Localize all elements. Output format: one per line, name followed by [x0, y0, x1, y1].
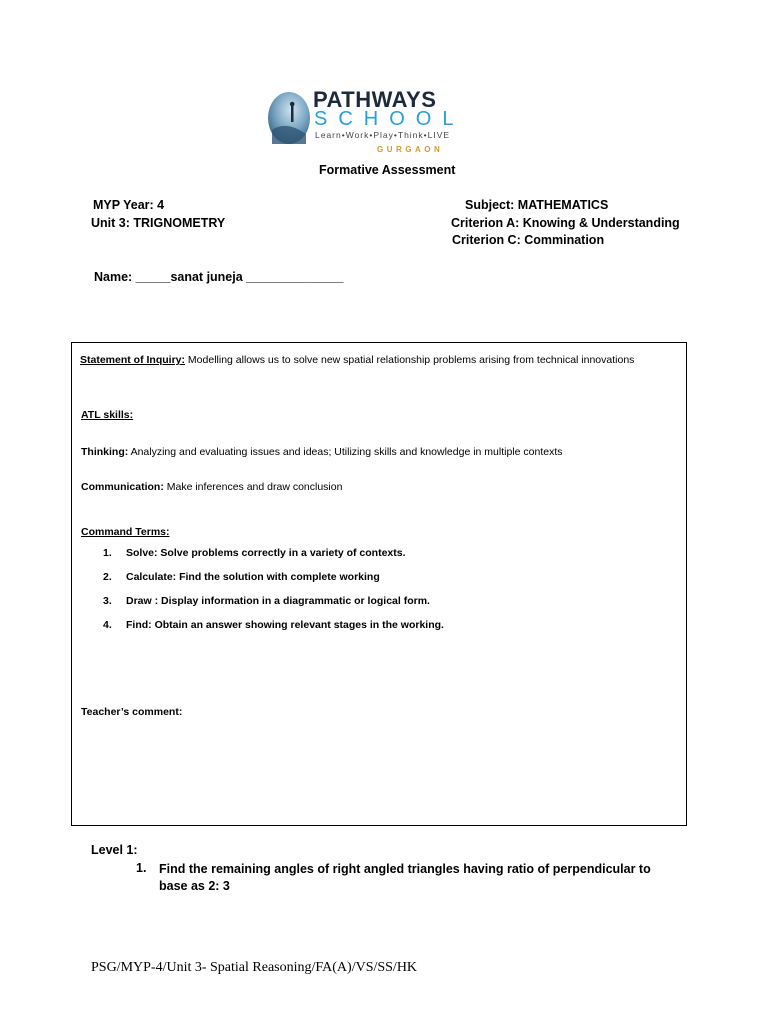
list-number: 2. [103, 571, 112, 583]
command-term-text: Calculate: Find the solution with complete working [126, 571, 380, 583]
school-logo [266, 87, 465, 160]
command-term-text: Find: Obtain an answer showing relevant stages in the working. [126, 619, 444, 631]
command-term-item [103, 547, 406, 559]
unit-label: Unit 3: TRIGNOMETRY [91, 216, 226, 230]
level-heading: Level 1: [91, 843, 138, 857]
myp-year: MYP Year: 4 [93, 198, 165, 212]
question-text: Find the remaining angles of right angled triangles having ratio of perpendicular to base as 2: 3 [159, 862, 651, 893]
subject-label: Subject: MATHEMATICS [465, 198, 609, 212]
teacher-comment-label: Teacher’s comment: [81, 706, 183, 718]
command-term-item [103, 619, 444, 631]
logo-name: PATHWAYS [313, 87, 437, 112]
communication-skill [81, 481, 342, 493]
thinking-text: Analyzing and evaluating issues and ideas; Utilizing skills and knowledge in multiple contexts [128, 446, 563, 458]
page-title: Formative Assessment [319, 163, 456, 177]
statement-of-inquiry [80, 351, 670, 370]
soi-label: Statement of Inquiry: [80, 354, 186, 366]
logo-school-text: SCHOOL [314, 108, 465, 130]
student-name-line: Name: _____sanat juneja ______________ [94, 270, 344, 284]
command-term-text: Draw : Display information in a diagrammatic or logical form. [126, 595, 430, 607]
logo-city: GURGAON [377, 145, 444, 154]
command-terms-heading: Command Terms: [81, 526, 170, 538]
communication-label: Communication: [81, 481, 164, 493]
criterion-c: Criterion C: Commination [452, 233, 605, 247]
list-number: 3. [103, 595, 112, 607]
thinking-label: Thinking: [81, 446, 129, 458]
command-term-text: Solve: Solve problems correctly in a variety of contexts. [126, 547, 406, 559]
atl-skills-heading: ATL skills: [81, 409, 134, 421]
command-term-item [103, 571, 380, 583]
question-number: 1. [136, 861, 147, 875]
logo-emblem-icon [266, 90, 312, 148]
logo-tagline: Learn•Work•Play•Think•LIVE [315, 130, 451, 140]
thinking-skill [81, 446, 563, 458]
list-number: 4. [103, 619, 112, 631]
inquiry-box [71, 342, 687, 826]
criterion-a: Criterion A: Knowing & Understanding [451, 216, 680, 230]
soi-text: Modelling allows us to solve new spatial relationship problems arising from technical innovations [185, 354, 635, 366]
list-number: 1. [103, 547, 112, 559]
communication-text: Make inferences and draw conclusion [163, 481, 343, 493]
command-term-item [103, 595, 430, 607]
document-footer: PSG/MYP-4/Unit 3- Spatial Reasoning/FA(A)/VS/SS/HK [91, 960, 418, 975]
